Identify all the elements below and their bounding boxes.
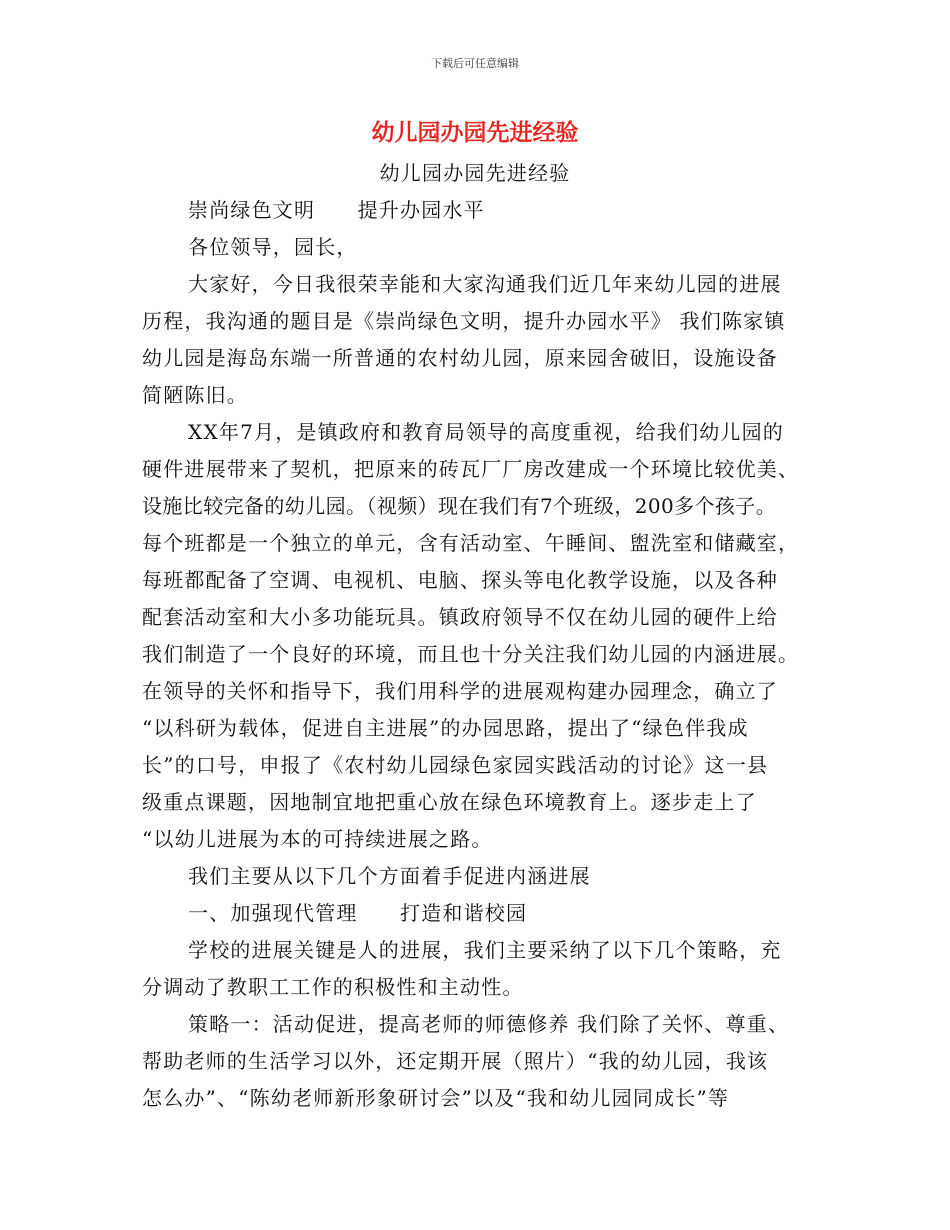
body-line: 幼儿园是海岛东端一所普通的农村幼儿园，原来园舍破旧，设施设备 xyxy=(142,346,778,370)
body-line: 帮助老师的生活学习以外，还定期开展（照片）“我的幼儿园，我该 xyxy=(142,1049,769,1073)
body-line: 策略一：活动促进，提高老师的师德修养 我们除了关怀、尊重、 xyxy=(188,1012,790,1036)
body-line: 分调动了教职工工作的积极性和主动性。 xyxy=(142,975,524,999)
salutation: 各位领导，园长， xyxy=(188,235,358,259)
body-line: 大家好，今日我很荣幸能和大家沟通我们近几年来幼儿园的进展 xyxy=(188,272,782,296)
body-line: 我们主要从以下几个方面着手促进内涵进展 xyxy=(188,864,591,888)
body-line: 级重点课题，因地制宜地把重心放在绿色环境教育上。逐步走上了 xyxy=(142,790,757,814)
document-title: 幼儿园办园先进经验 xyxy=(371,120,579,146)
body-line: 每个班都是一个独立的单元，含有活动室、午睡间、盥洗室和储藏室， xyxy=(142,531,800,555)
body-line: “以幼儿进展为本的可持续进展之路。 xyxy=(142,827,493,851)
body-line: 简陋陈旧。 xyxy=(142,383,248,407)
theme-line: 崇尚绿色文明 提升办园水平 xyxy=(188,198,485,222)
body-line: 怎么办”、“陈幼老师新形象研讨会”以及“我和幼儿园同成长”等 xyxy=(142,1086,730,1110)
body-line: XX年7月，是镇政府和教育局领导的高度重视，给我们幼儿园的 xyxy=(188,420,785,444)
subtitle: 幼儿园办园先进经验 xyxy=(379,161,571,185)
body-line: 硬件进展带来了契机，把原来的砖瓦厂厂房改建成一个环境比较优美、 xyxy=(142,457,800,481)
body-line: 每班都配备了空调、电视机、电脑、探头等电化教学设施，以及各种 xyxy=(142,568,778,592)
body-line: 配套活动室和大小多功能玩具。镇政府领导不仅在幼儿园的硬件上给 xyxy=(142,605,778,629)
page-header-note: 下载后可任意编辑 xyxy=(431,57,519,70)
section-heading: 一、加强现代管理 打造和谐校园 xyxy=(188,901,528,925)
body-line: 历程，我沟通的题目是《崇尚绿色文明，提升办园水平》 我们陈家镇 xyxy=(142,309,786,333)
body-line: 在领导的关怀和指导下，我们用科学的进展观构建办园理念，确立了 xyxy=(142,679,778,703)
body-line: 长”的口号，申报了《农村幼儿园绿色家园实践活动的讨论》这一县 xyxy=(142,753,769,777)
body-line: 设施比较完备的幼儿园。（视频）现在我们有7个班级，200多个孩子。 xyxy=(142,494,777,518)
body-line: 我们制造了一个良好的环境，而且也十分关注我们幼儿园的内涵进展。 xyxy=(142,642,800,666)
body-line: “以科研为载体，促进自主进展”的办园思路，提出了“绿色伴我成 xyxy=(142,716,749,740)
body-line: 学校的进展关键是人的进展，我们主要采纳了以下几个策略，充 xyxy=(188,938,782,962)
